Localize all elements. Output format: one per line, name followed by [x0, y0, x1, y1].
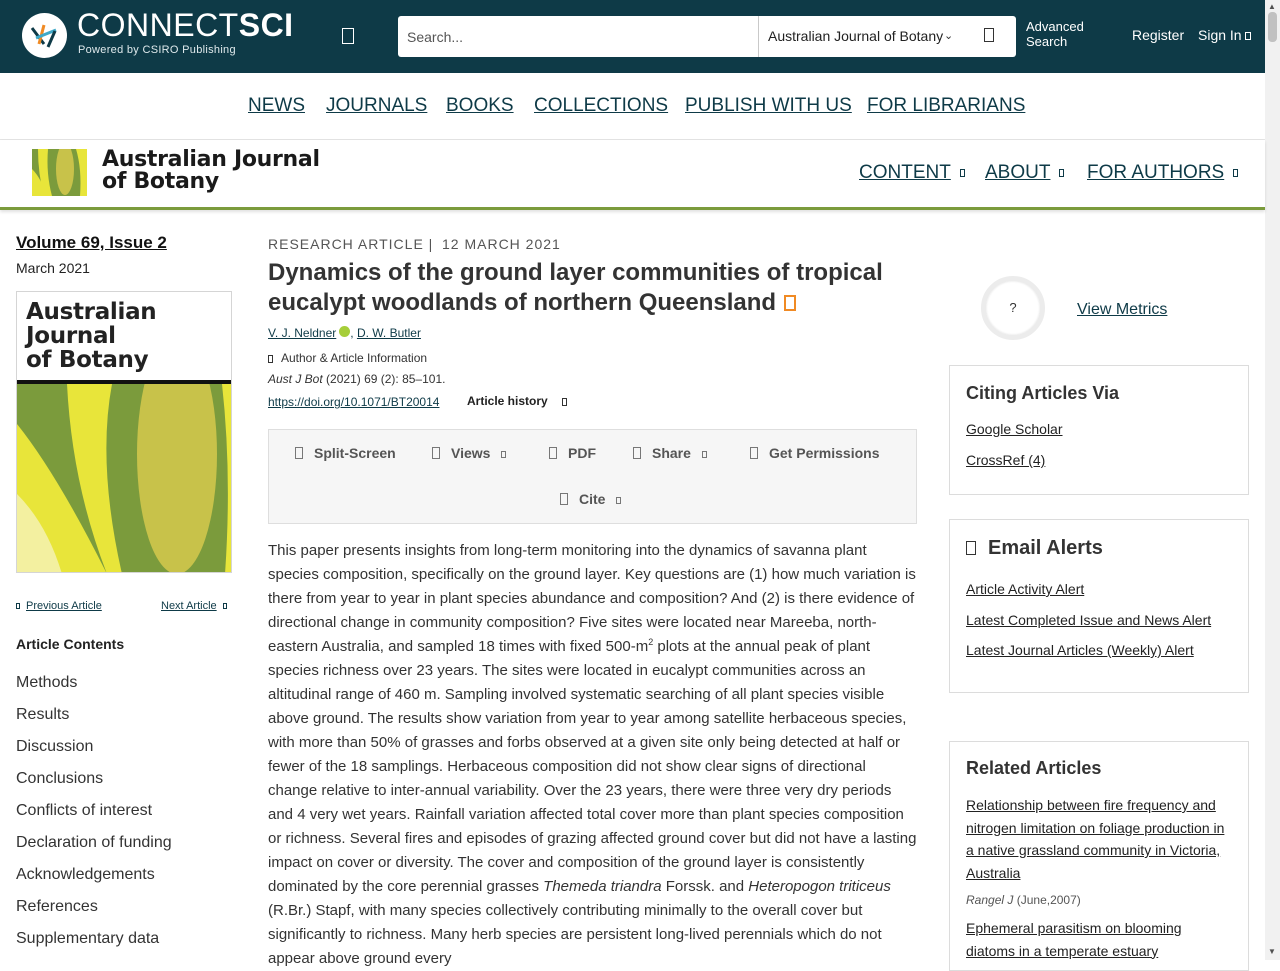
article-date: 12 MARCH 2021: [442, 236, 561, 252]
cover-title: Australian Journal of Botany: [26, 299, 157, 373]
nav-journals[interactable]: JOURNALS: [326, 95, 428, 116]
issue-date: March 2021: [16, 260, 90, 276]
contents-item-supplementary[interactable]: Supplementary data: [16, 930, 160, 947]
open-access-icon: [784, 295, 796, 311]
permissions-icon: [750, 447, 758, 459]
site-header: [0, 0, 1265, 73]
latest-articles-alert-link[interactable]: Latest Journal Articles (Weekly) Alert: [966, 642, 1194, 658]
brand-tagline: Powered by CSIRO Publishing: [78, 44, 236, 56]
article-activity-alert-link[interactable]: Article Activity Alert: [966, 581, 1085, 597]
search-scope-select[interactable]: Australian Journal of Botany: [768, 28, 944, 44]
altmetric-badge[interactable]: ?: [981, 276, 1045, 340]
scrollbar-thumb[interactable]: [1268, 12, 1277, 42]
journal-header: [0, 140, 1265, 210]
sign-in-icon: [1245, 32, 1251, 40]
contents-item-discussion[interactable]: Discussion: [16, 738, 94, 755]
search-bar: [398, 16, 1016, 57]
main-navigation: [0, 73, 1265, 140]
nav-news[interactable]: NEWS: [248, 95, 305, 116]
email-alerts-heading: Email Alerts: [966, 537, 1103, 560]
split-screen-icon: [295, 447, 303, 459]
contents-item-conclusions[interactable]: Conclusions: [16, 770, 104, 787]
author-link[interactable]: V. J. Neldner: [268, 326, 337, 340]
cover-artwork: [17, 384, 232, 573]
issue-cover[interactable]: [16, 291, 232, 573]
cite-button[interactable]: Cite: [560, 491, 621, 507]
citing-articles-panel: [949, 365, 1249, 495]
chevron-right-icon: [223, 603, 227, 609]
author-information-toggle[interactable]: Author & Article Information: [268, 351, 427, 365]
sign-in-link[interactable]: [1198, 27, 1251, 43]
article-type: RESEARCH ARTICLE |: [268, 236, 434, 252]
search-icon[interactable]: [984, 28, 994, 42]
views-icon: [432, 447, 440, 459]
contents-item-results[interactable]: Results: [16, 706, 70, 723]
article-contents-heading: Article Contents: [16, 636, 125, 652]
doi-link[interactable]: https://doi.org/10.1071/BT20014: [268, 395, 440, 409]
author-list: V. J. Neldner , D. W. Butler: [268, 326, 421, 340]
nav-books[interactable]: BOOKS: [446, 95, 514, 116]
contents-item-acknowledgements[interactable]: Acknowledgements: [16, 866, 155, 883]
contents-item-funding[interactable]: Declaration of funding: [16, 834, 172, 851]
contents-item-references[interactable]: References: [16, 898, 98, 915]
citation-line: Aust J Bot (2021) 69 (2): 85–101.: [268, 372, 446, 386]
nav-publish-with-us[interactable]: PUBLISH WITH US: [685, 95, 852, 116]
scroll-up-arrow-icon[interactable]: ▲: [1268, 2, 1276, 11]
issue-link[interactable]: Volume 69, Issue 2: [16, 233, 167, 252]
related-article-link[interactable]: Relationship between fire frequency and nitrogen limitation on foliage production in a native grassland community in Victoria, Australia: [966, 797, 1225, 881]
author-link[interactable]: D. W. Butler: [356, 326, 421, 340]
chevron-down-icon: [501, 451, 506, 458]
previous-article-link[interactable]: Previous Article: [16, 600, 102, 612]
article-abstract: This paper presents insights from long-term monitoring into the dynamics of savanna plant species composition, specifically on the ground layer. Key questions are (1) how much variation is there from year to year in plant species abundance and composition? And (2) is there evidence of directional change in community composition? Five sites were located near Mareeba, north-eastern Australia, and sampled 18 times with fixed $500-m^2$ plots at the annual peak of plant species richness over 23 years. The sites were located in eucalypt communities across an altitudinal range of 460 m. Sampling involved systematic searching of all plant species visible above ground. The results show variation from year to year among satellite herbaceous species, with more than 50% of grasses and forbs observed at a given site only being detected at half or fewer of the 18 samplings. Herbaceous composition did not show clear signs of directional change relative to inter-annual variability. Over the 23 years, there were three very dry periods and 4 very wet years. Rainfall variation affected total cover more than plant species composition or richness. Several fires and episodes of grazing affected ground cover but did not have a lasting impact on cover or diversity. The cover and composition of the ground layer is consistently dominated by the core perennial grasses Themeda triandra Forssk. and Heteropogon triticeus (R.Br.) Stapf, with many species collectively contributing minimally to the overall cover but significantly to richness. Many herb species are persistent long-lived perennials which do not appear above ground every: [268, 542, 917, 967]
advanced-search-link[interactable]: Advanced Search: [1026, 19, 1084, 49]
chevron-down-icon: [616, 497, 621, 504]
get-permissions-button[interactable]: Get Permissions: [750, 445, 880, 461]
chevron-left-icon: [16, 603, 20, 609]
contents-item-conflicts[interactable]: Conflicts of interest: [16, 802, 153, 819]
sign-in-label: Sign In: [1198, 27, 1242, 43]
pdf-icon: [549, 447, 557, 459]
next-article-link[interactable]: Next Article: [161, 600, 227, 612]
journal-logo-icon[interactable]: [32, 149, 87, 196]
view-metrics-link[interactable]: View Metrics: [1077, 301, 1168, 318]
split-screen-button[interactable]: Split-Screen: [295, 445, 396, 461]
register-link[interactable]: Register: [1132, 27, 1185, 43]
related-articles-heading: Related Articles: [966, 758, 1102, 778]
share-button[interactable]: Share: [633, 445, 707, 461]
latest-issue-alert-link[interactable]: Latest Completed Issue and News Alert: [966, 612, 1212, 628]
pdf-button[interactable]: PDF: [549, 445, 596, 461]
page-scrollbar[interactable]: [1265, 0, 1280, 960]
chevron-down-icon: [562, 398, 567, 406]
chevron-down-icon: [960, 169, 965, 177]
chevron-down-icon: [1059, 169, 1064, 177]
chevron-down-icon: [268, 355, 273, 363]
article-title: Dynamics of the ground layer communities of tropical eucalypt woodlands of northern Queensland: [268, 259, 883, 316]
share-icon: [633, 447, 641, 459]
article-contents-list: [16, 674, 172, 962]
quote-icon: [560, 493, 568, 505]
article-history-toggle[interactable]: Article history: [467, 394, 567, 408]
email-alerts-panel: [949, 519, 1249, 693]
search-input[interactable]: [398, 16, 759, 57]
scroll-down-arrow-icon[interactable]: ▼: [1268, 947, 1276, 956]
brand-wordmark: CONNECTSCI: [77, 7, 294, 43]
google-scholar-link[interactable]: Google Scholar: [966, 421, 1063, 437]
related-article-meta: Rangel J (June,2007): [966, 893, 1081, 907]
bell-icon: [966, 541, 976, 555]
journal-nav-for-authors[interactable]: FOR AUTHORS: [1087, 162, 1238, 184]
related-articles-panel: [949, 741, 1249, 971]
citing-articles-heading: Citing Articles Via: [966, 383, 1120, 403]
crossref-link[interactable]: CrossRef (4): [966, 452, 1046, 468]
contents-item-methods[interactable]: Methods: [16, 674, 78, 691]
nav-collections[interactable]: COLLECTIONS: [534, 95, 669, 116]
journal-nav-content[interactable]: CONTENT: [859, 162, 965, 184]
connectsci-logo-icon: [28, 19, 61, 52]
journal-title[interactable]: Australian Journal of Botany: [102, 147, 320, 194]
nav-for-librarians[interactable]: FOR LIBRARIANS: [867, 95, 1026, 116]
related-article-link[interactable]: Ephemeral parasitism on blooming diatoms in a temperate estuary: [966, 920, 1182, 959]
chevron-down-icon: [702, 451, 707, 458]
menu-icon[interactable]: [342, 28, 354, 44]
chevron-down-icon[interactable]: ⌄: [944, 30, 954, 42]
chevron-down-icon: [1233, 169, 1238, 177]
views-button[interactable]: Views: [432, 445, 506, 461]
connectsci-logo[interactable]: [22, 13, 67, 58]
article-toolbar: [268, 429, 917, 524]
journal-nav-about[interactable]: ABOUT: [985, 162, 1064, 184]
orcid-icon[interactable]: [339, 326, 350, 337]
